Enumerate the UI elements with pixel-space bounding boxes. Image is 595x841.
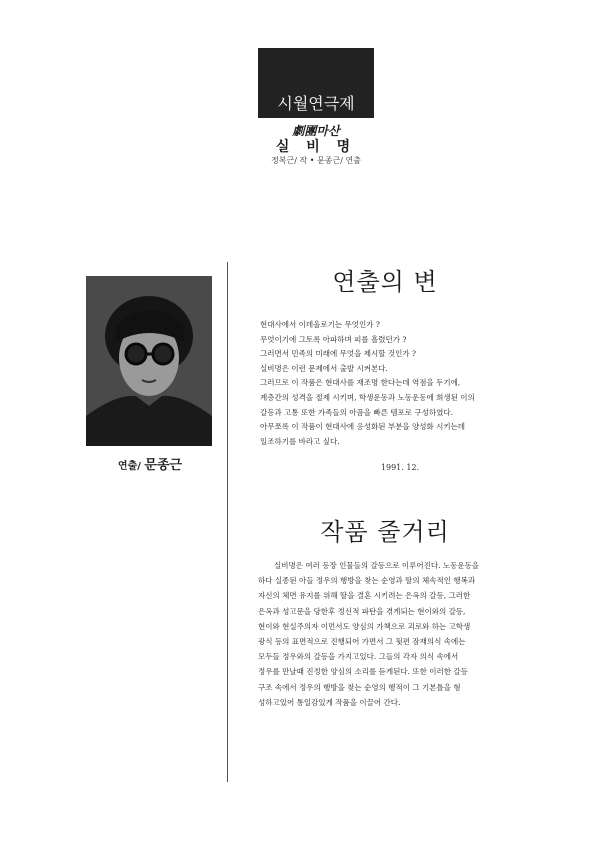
synopsis-line: 은옥과 성고문을 당한후 정신적 파탄을 겪게되는 현이와의 갈등,	[258, 606, 466, 616]
credits-line: 정복근/ 작 • 문종근/ 연출	[271, 156, 361, 165]
note-line: 현대사에서 이데올로기는 무엇인가 ?	[260, 320, 380, 329]
note-line: 아무쪼록 이 작품이 현대사에 응성화된 부분을 양성화 시키는데	[260, 422, 466, 432]
synopsis-line: 자신의 체면 유지를 위해 딸을 결혼 시키려는 은옥의 갈등, 그러한	[258, 591, 471, 601]
synopsis-line: 구조 속에서 정우의 행방을 찾는 순영의 행적이 그 기본틀을 형	[258, 682, 461, 692]
note-line: 실비명은 이런 문제에서 출발 시켜본다.	[260, 363, 388, 373]
play-title: 실 비 명	[275, 139, 357, 155]
synopsis-line: 광식 등의 표면적으로 진행되어 가면서 그 뒷편 잠재의식 속에는	[258, 637, 466, 647]
director-photo	[86, 276, 212, 446]
synopsis-title: 작품 줄거리	[320, 518, 450, 546]
synopsis-line: 하다 실종된 아들 정우의 행방을 찾는 순영과 딸의 체속적인 행복과	[258, 576, 476, 586]
synopsis-line: 실비명은 여러 등장 인물들의 갈등으로 이루어진다. 노동운동을	[274, 561, 480, 570]
caption-name: 문종근	[144, 458, 183, 473]
note-line: 무엇이기에 그토록 아파하며 피를 흘렸던가 ?	[260, 334, 407, 344]
note-line: 일조하기를 바라고 싶다.	[260, 436, 340, 446]
festival-title-box	[258, 48, 374, 118]
director-note-body	[260, 318, 530, 449]
note-date: 1991. 12.	[380, 463, 420, 472]
director-portrait-image	[86, 276, 212, 446]
note-line: 갈등과 고통 또한 가족들의 아픔을 빠른 템포로 구성하였다.	[260, 407, 453, 417]
synopsis-line: 현이와 현실주의자 이먼서도 양심의 가책으로 괴로와 하는 고학생	[258, 621, 471, 631]
synopsis-line: 성하고있어 통일감있게 작품을 이끌어 간다.	[258, 697, 401, 707]
director-note-title: 연출의 변	[332, 268, 438, 296]
theater-company-name: 劇團마산	[292, 124, 340, 138]
photo-caption	[92, 454, 208, 473]
festival-title: 시월연극제	[277, 94, 355, 113]
synopsis-line: 모두들 정우와의 갈등을 가지고있다. 그들의 각자 의식 속에서	[258, 652, 459, 662]
synopsis-body	[258, 558, 533, 710]
caption-role: 연출/	[117, 461, 141, 472]
note-line: 그러면서 민족의 미래에 무엇을 제시할 것인가 ?	[260, 349, 416, 359]
column-divider	[227, 262, 228, 782]
note-line: 그러므로 이 작품은 현대사를 재조명 한다는데 역점을 두기에,	[260, 378, 461, 388]
note-line: 계층간의 성격을 절제 시키며, 학생운동과 노동운동에 희생된 이의	[260, 392, 475, 402]
synopsis-line: 정우를 만날때 진정한 양심의 소리를 듣게된다. 또한 이러한 갈등	[258, 667, 468, 677]
